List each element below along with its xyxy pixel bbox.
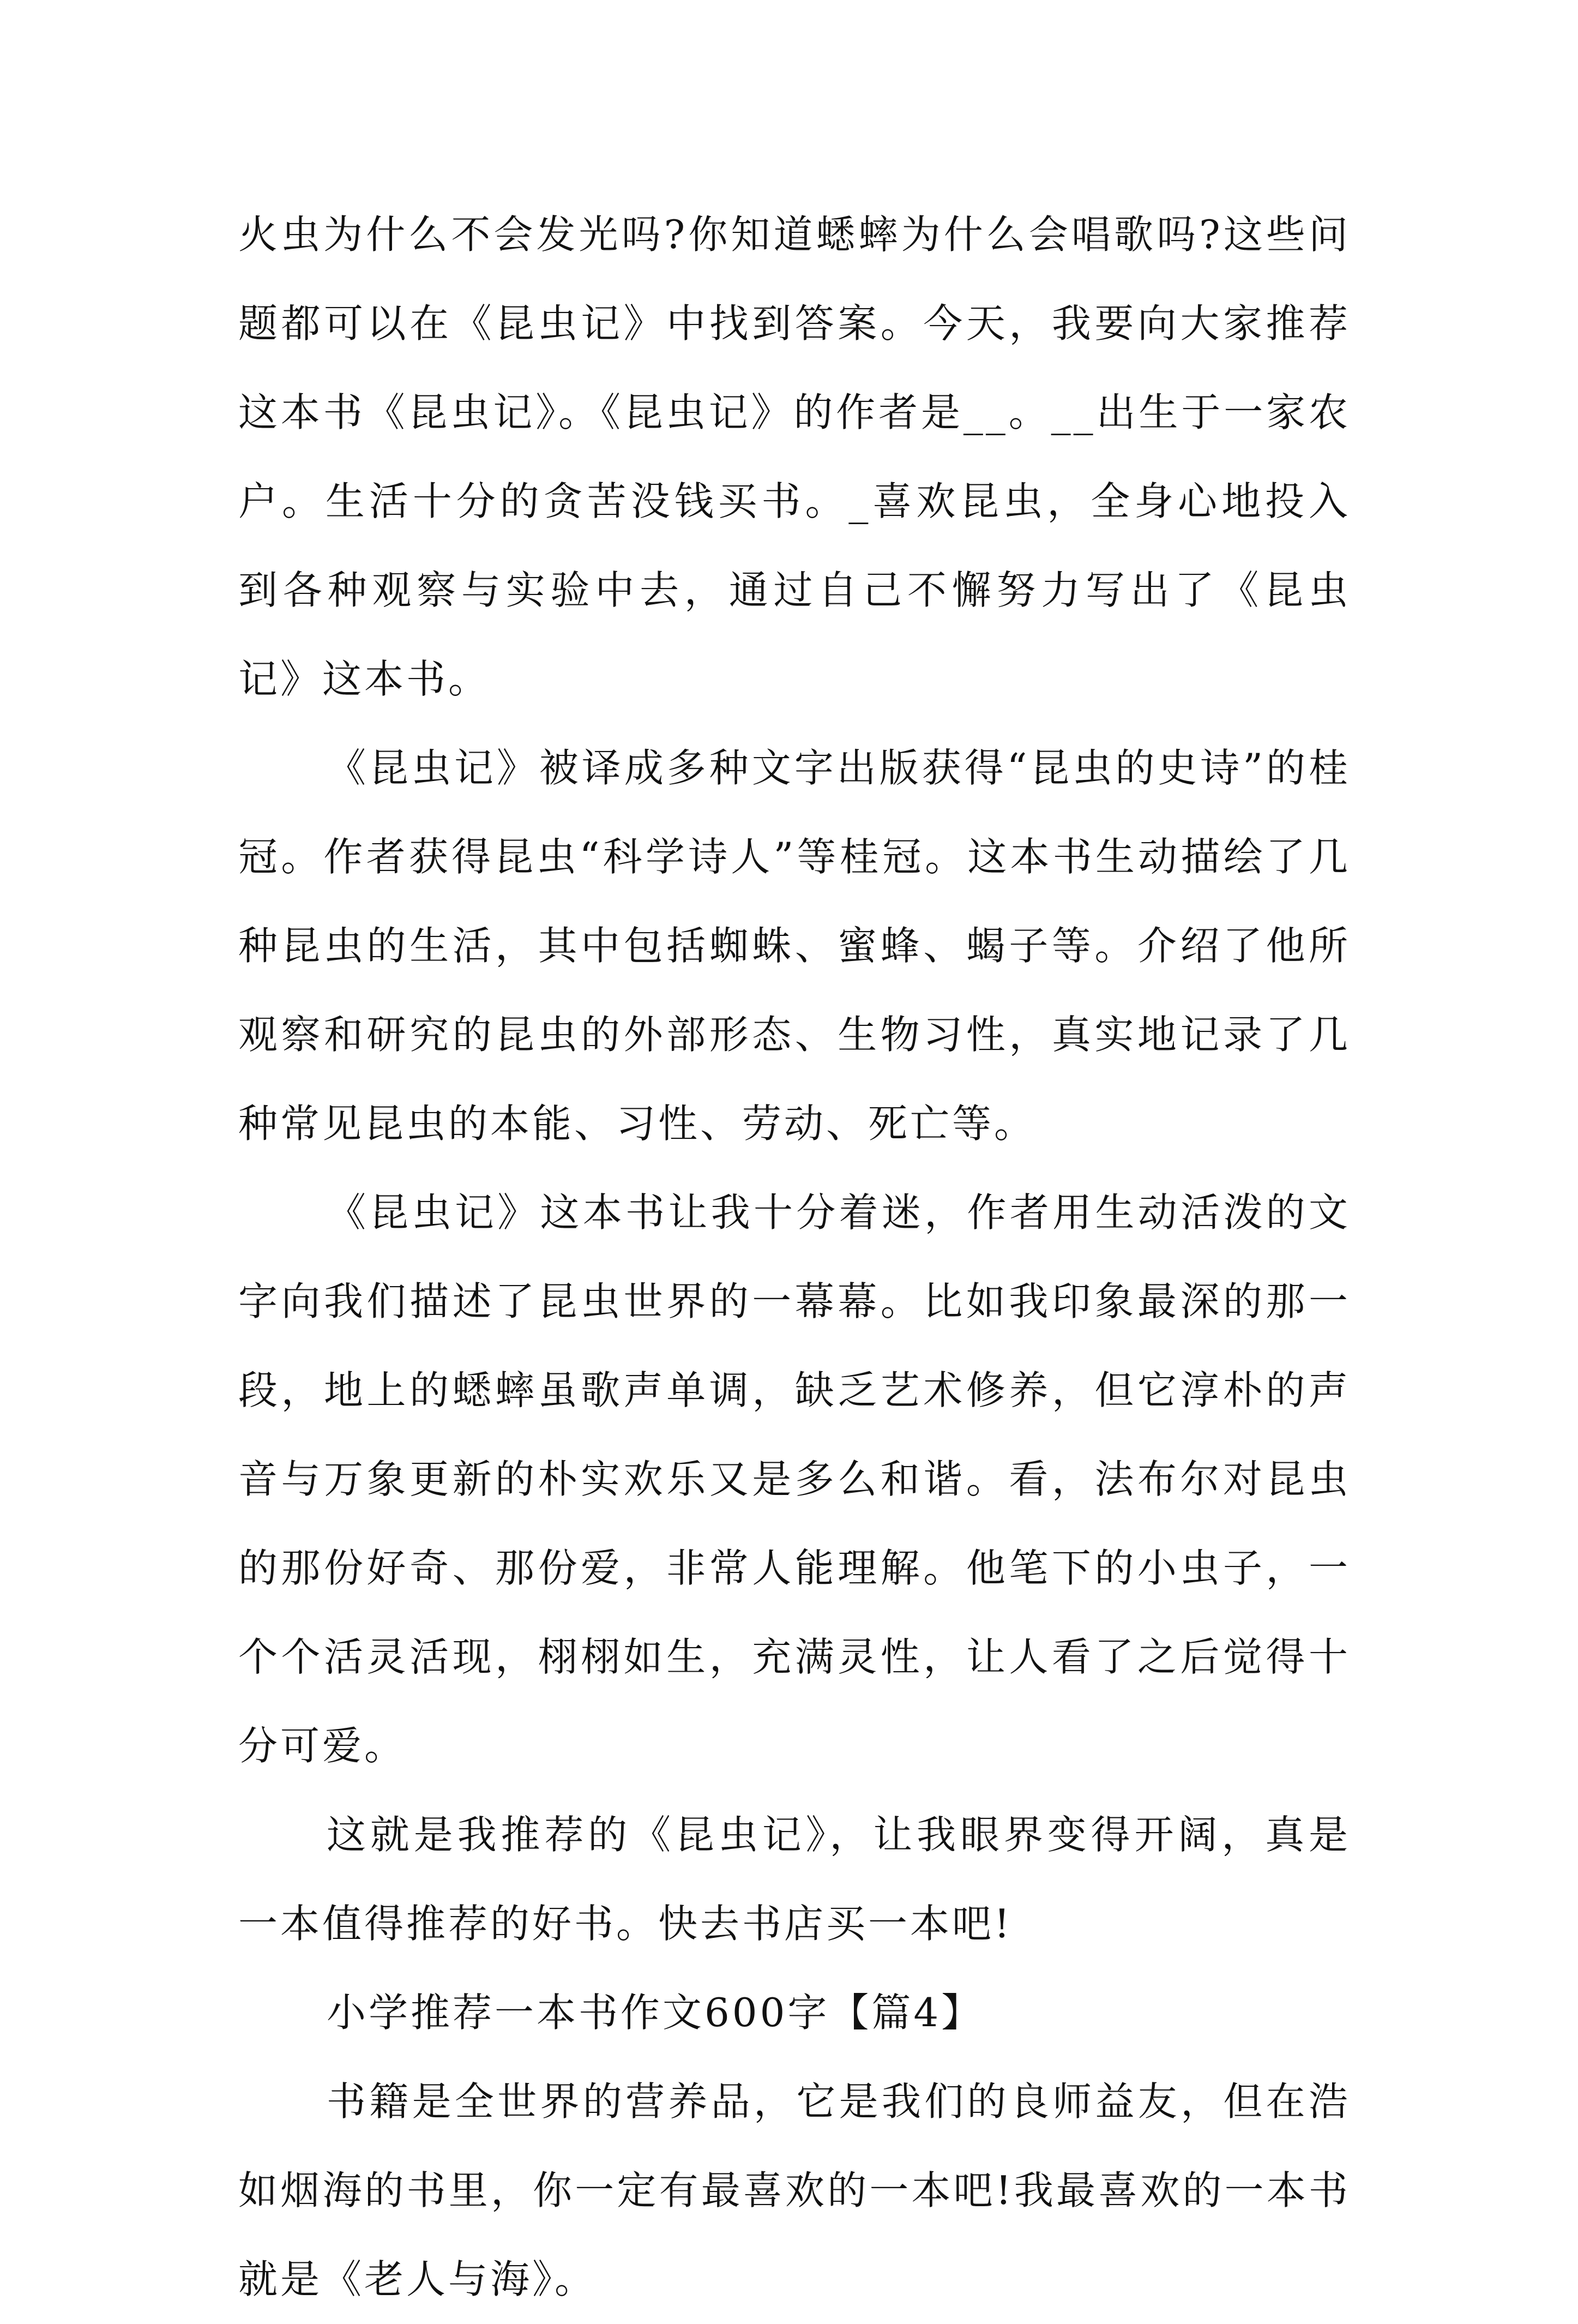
paragraph-intro-continued: 火虫为什么不会发光吗?你知道蟋蟀为什么会唱歌吗?这些问题都可以在《昆虫记》中找到答案。今天，我要向大家推荐这本书《昆虫记》。《昆虫记》的作者是__。__出生于一家农户。生活十分的贪苦没钱买书。_喜欢昆虫，全身心地投入到各种观察与实验中去，通过自己不懈努力写出了《昆虫记》这本书。 — [238, 212, 1351, 702]
paragraph-recommendation: 这就是我推荐的《昆虫记》，让我眼界变得开阔，真是一本值得推荐的好书。快去书店买一本吧! — [238, 1812, 1351, 1947]
paragraph-old-man-and-sea: 书籍是全世界的营养品，它是我们的良师益友，但在浩如烟海的书里，你一定有最喜欢的一本吧!我最喜欢的一本书就是《老人与海》。 — [238, 2079, 1351, 2302]
paragraph-book-honors: 《昆虫记》被译成多种文字出版获得“昆虫的史诗”的桂冠。作者获得昆虫“科学诗人”等桂冠。这本书生动描绘了几种昆虫的生活，其中包括蜘蛛、蜜蜂、蝎子等。介绍了他所观察和研究的昆虫的外部形态、生物习性，真实地记录了几种常见昆虫的本能、习性、劳动、死亡等。 — [238, 745, 1351, 1146]
section-heading: 小学推荐一本书作文600字【篇4】 — [327, 1990, 984, 2035]
paragraph-fascination: 《昆虫记》这本书让我十分着迷，作者用生动活泼的文字向我们描述了昆虫世界的一幕幕。比如我印象最深的那一段，地上的蟋蟀虽歌声单调，缺乏艺术修养，但它淳朴的声音与万象更新的朴实欢乐又是多么和谐。看，法布尔对昆虫的那份好奇、那份爱，非常人能理解。他笔下的小虫子，一个个活灵活现，栩栩如生，充满灵性，让人看了之后觉得十分可爱。 — [238, 1190, 1351, 1769]
document-body — [238, 190, 1351, 2324]
